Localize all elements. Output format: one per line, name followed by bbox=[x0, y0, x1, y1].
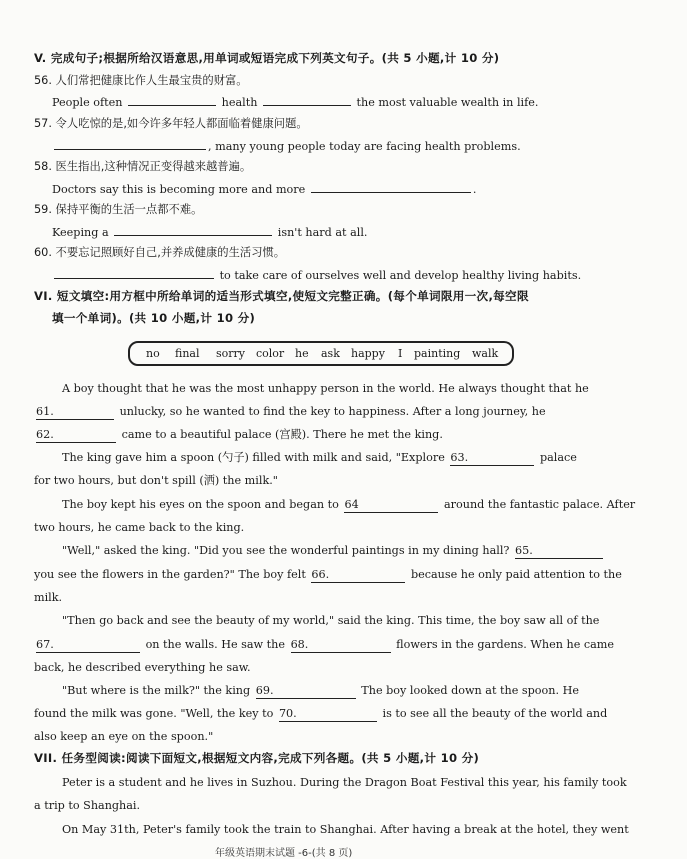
q57-chinese: 57. 令人吃惊的是,如今许多年轻人都面临着健康问题。 bbox=[34, 117, 308, 130]
word-bank-item: walk bbox=[472, 347, 499, 360]
q57-english bbox=[52, 138, 521, 154]
passage-p5-line2-end: flowers in the gardens. When he came bbox=[396, 638, 615, 651]
q59-text-a: Keeping a bbox=[52, 226, 109, 239]
blank-67[interactable]: 67. bbox=[36, 637, 140, 653]
blank-65[interactable]: 65. bbox=[515, 543, 603, 559]
word-bank-item: he bbox=[295, 347, 309, 360]
q59-chinese: 59. 保持平衡的生活一点都不难。 bbox=[34, 203, 203, 216]
reading-p2-line1: On May 31th, Peter's family took the train to Shanghai. After having a break at the hotel, they went bbox=[62, 823, 629, 836]
word-bank-item: I bbox=[398, 347, 403, 360]
passage-p4-line2-end: because he only paid attention to the bbox=[410, 568, 622, 581]
word-bank-item: no bbox=[146, 347, 160, 360]
q56-english bbox=[52, 94, 538, 110]
q58-blank[interactable] bbox=[311, 181, 471, 193]
q60-text: to take care of ourselves well and develop healthy living habits. bbox=[219, 269, 582, 282]
q56-text-b: health bbox=[221, 96, 258, 109]
passage-p5-line2-text: on the walls. He saw the bbox=[145, 638, 285, 651]
passage-p6-line2 bbox=[34, 706, 607, 722]
passage-p1-line2-text: unlucky, so he wanted to find the key to happiness. After a long journey, he bbox=[119, 405, 546, 418]
q56-text-c: the most valuable wealth in life. bbox=[356, 96, 539, 109]
q58-chinese: 58. 医生指出,这种情况正变得越来越普遍。 bbox=[34, 160, 252, 173]
passage-p4-line2 bbox=[34, 567, 622, 583]
passage-p3-line1 bbox=[62, 497, 635, 513]
section5-heading: V. 完成句子;根据所给汉语意思,用单词或短语完成下列英文句子。(共 5 小题,计 10 分) bbox=[34, 51, 500, 65]
word-bank-item: sorry bbox=[216, 347, 245, 360]
q60-english bbox=[52, 267, 581, 283]
section6-heading-line2: 填一个单词)。(共 10 小题,计 10 分) bbox=[52, 311, 256, 325]
q59-text-b: isn't hard at all. bbox=[277, 226, 368, 239]
reading-p1-line2: a trip to Shanghai. bbox=[34, 799, 141, 812]
section7-heading: VII. 任务型阅读:阅读下面短文,根据短文内容,完成下列各题。(共 5 小题,计 10 分) bbox=[34, 751, 480, 765]
passage-p6-line3: also keep an eye on the spoon." bbox=[34, 730, 214, 743]
blank-63[interactable]: 63. bbox=[450, 450, 534, 466]
passage-p6-line1-text: "But where is the milk?" the king bbox=[62, 684, 251, 697]
passage-p4-line1-text: "Well," asked the king. "Did you see the wonderful paintings in my dining hall? bbox=[62, 544, 510, 557]
q58-text: Doctors say this is becoming more and more bbox=[52, 183, 306, 196]
passage-p1-line3-text: came to a beautiful palace (宫殿). There he met the king. bbox=[121, 428, 443, 441]
q60-blank[interactable] bbox=[54, 267, 214, 279]
q57-blank[interactable] bbox=[54, 138, 206, 150]
passage-p5-line2 bbox=[34, 637, 614, 653]
blank-64[interactable]: 64 bbox=[344, 497, 438, 513]
q59-english bbox=[52, 224, 367, 240]
passage-p2-line1-end: palace bbox=[539, 451, 577, 464]
passage-p3-line2: two hours, he came back to the king. bbox=[34, 521, 245, 534]
word-bank-item: ask bbox=[321, 347, 340, 360]
passage-p1-line1: A boy thought that he was the most unhappy person in the world. He always thought that he bbox=[62, 382, 589, 395]
q57-text: , many young people today are facing health problems. bbox=[208, 140, 521, 153]
passage-p6-line2-text: found the milk was gone. "Well, the key to bbox=[34, 707, 274, 720]
q58-period: . bbox=[472, 183, 477, 196]
word-bank-item: color bbox=[256, 347, 285, 360]
passage-p6-line1-end: The boy looked down at the spoon. He bbox=[361, 684, 579, 697]
q56-blank-1[interactable] bbox=[128, 94, 216, 106]
blank-61[interactable]: 61. bbox=[36, 404, 114, 420]
word-bank-item: painting bbox=[414, 347, 461, 360]
word-bank-box bbox=[128, 341, 514, 366]
q60-chinese: 60. 不要忘记照顾好自己,并养成健康的生活习惯。 bbox=[34, 246, 286, 259]
word-bank-item: happy bbox=[351, 347, 385, 360]
reading-p1-line1: Peter is a student and he lives in Suzhou. During the Dragon Boat Festival this year, his family took bbox=[62, 776, 627, 789]
passage-p1-line2 bbox=[34, 404, 546, 420]
passage-p4-line2-text: you see the flowers in the garden?" The boy felt bbox=[34, 568, 306, 581]
passage-p1-line3 bbox=[34, 427, 443, 443]
q58-english bbox=[52, 181, 476, 197]
passage-p6-line1 bbox=[62, 683, 579, 699]
q59-blank[interactable] bbox=[114, 224, 272, 236]
passage-p2-line1 bbox=[62, 450, 577, 466]
passage-p2-line1-text: The king gave him a spoon (勺子) filled with milk and said, "Explore bbox=[62, 451, 445, 464]
blank-68[interactable]: 68. bbox=[291, 637, 391, 653]
q56-chinese: 56. 人们常把健康比作人生最宝贵的财富。 bbox=[34, 74, 248, 87]
blank-70[interactable]: 70. bbox=[279, 706, 377, 722]
q56-text-a: People often bbox=[52, 96, 123, 109]
blank-62[interactable]: 62. bbox=[36, 427, 116, 443]
passage-p2-line2: for two hours, but don't spill (洒) the milk." bbox=[34, 474, 278, 487]
passage-p3-line1-text: The boy kept his eyes on the spoon and began to bbox=[62, 498, 339, 511]
word-bank-item: final bbox=[175, 347, 200, 360]
passage-p5-line3: back, he described everything he saw. bbox=[34, 661, 251, 674]
q56-blank-2[interactable] bbox=[263, 94, 351, 106]
section6-heading-line1: VI. 短文填空:用方框中所给单词的适当形式填空,使短文完整正确。(每个单词限用一次,每空限 bbox=[34, 289, 529, 303]
passage-p5-line1: "Then go back and see the beauty of my world," said the king. This time, the boy saw all of the bbox=[62, 614, 600, 627]
blank-66[interactable]: 66. bbox=[311, 567, 405, 583]
blank-69[interactable]: 69. bbox=[256, 683, 356, 699]
passage-p4-line1 bbox=[62, 543, 605, 559]
page-footer: 年级英语期末试题 -6-(共 8 页) bbox=[215, 848, 353, 859]
passage-p3-line1-end: around the fantastic palace. After bbox=[444, 498, 636, 511]
passage-p6-line2-end: is to see all the beauty of the world and bbox=[382, 707, 608, 720]
passage-p4-line3: milk. bbox=[34, 591, 63, 604]
